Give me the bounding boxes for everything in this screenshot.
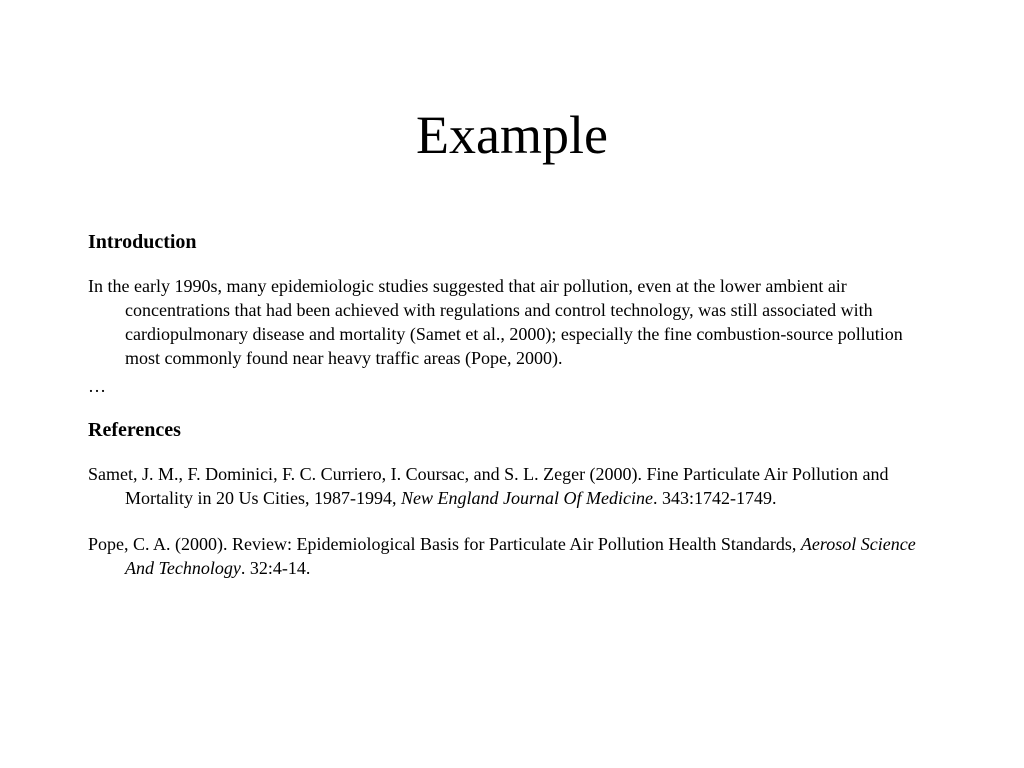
reference-citation: Pope, C. A. (2000). Review: Epidemiological Basis for Particulate Air Pollution Health Standards, (88, 534, 801, 554)
reference-item-samet (88, 462, 928, 510)
slide-title: Example (416, 105, 608, 165)
slide-content (88, 228, 928, 602)
ellipsis-text: … (88, 376, 106, 396)
reference-volume-pages: . 343:1742-1749. (652, 488, 777, 508)
reference-citation: Samet, J. M., F. Dominici, F. C. Curriero, I. Coursac, and S. L. Zeger (2000). Fine Particulate Air Pollution and Mortality in 20 Us Cities, 1987-1994, (88, 464, 889, 508)
introduction-heading: Introduction (88, 231, 197, 253)
reference-volume-pages: . 32:4-14. (240, 558, 311, 578)
reference-journal: New England Journal Of Medicine (401, 488, 653, 508)
reference-item-pope (88, 532, 928, 580)
reference-journal: Aerosol Science And Technology (125, 534, 916, 578)
introduction-paragraph: In the early 1990s, many epidemiologic studies suggested that air pollution, even at the lower ambient air concentrations that had been achieved with regulations and control technology, was still associated with cardiopulmonary disease and mortality (Samet et al., 2000); especially the fine combustion-source pollution most commonly found near heavy traffic areas (Pope, 2000). (88, 276, 903, 368)
references-heading: References (88, 419, 181, 441)
